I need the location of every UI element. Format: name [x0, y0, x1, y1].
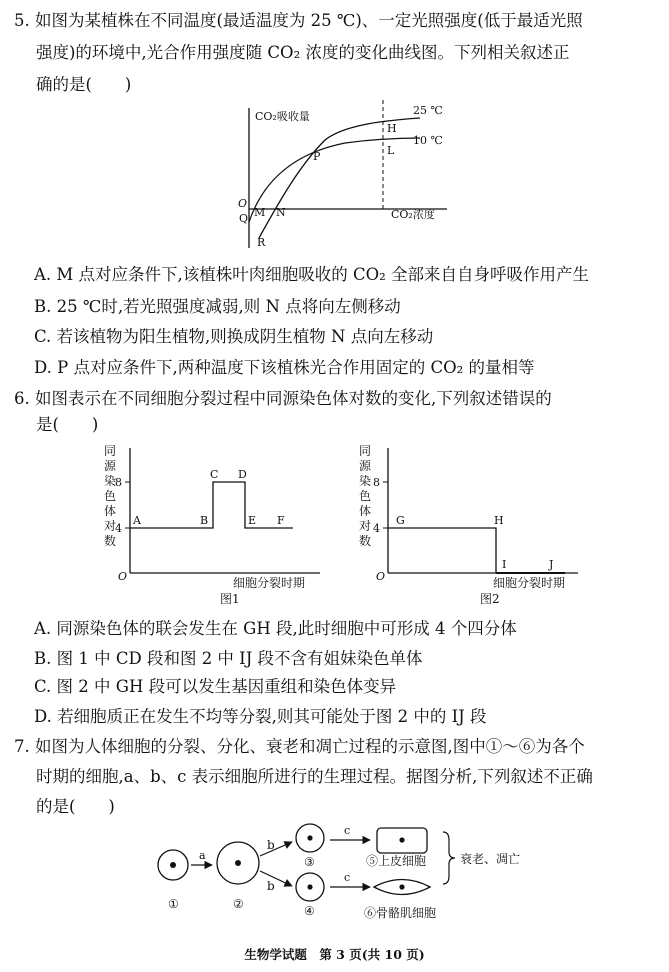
q7-brace [443, 832, 455, 884]
q6-fig1-point-a: A [133, 514, 141, 527]
q7-label-4: ④ [304, 904, 315, 918]
svg-text:同: 同 [104, 444, 117, 458]
q5-series-10: 10 ℃ [413, 134, 443, 147]
svg-text:数: 数 [359, 534, 372, 548]
q6-fig1-point-b: B [200, 514, 209, 527]
q5-point-n: N [276, 206, 286, 219]
q6-fig1-point-d: D [238, 468, 247, 481]
q7-process-b-lower: b [267, 879, 275, 893]
q7-label-5: ⑤上皮细胞 [366, 854, 427, 868]
q6-fig2-point-j: J [549, 558, 554, 571]
svg-text:体: 体 [104, 504, 117, 518]
svg-text:染: 染 [104, 474, 117, 488]
q6-fig1-origin: O [118, 570, 128, 583]
q6-fig1-xlabel: 细胞分裂时期 [233, 576, 306, 590]
q7-fate: 衰老、凋亡 [460, 852, 521, 866]
q5-option-a: A. M 点对应条件下,该植株叶肉细胞吸收的 CO₂ 全部来自自身呼吸作用产生 [34, 265, 590, 284]
q6-figure-1 [95, 440, 345, 615]
svg-text:同: 同 [359, 444, 372, 458]
q6-fig1-caption: 图1 [220, 592, 240, 606]
q5-point-m: M [254, 206, 266, 219]
q5-stem-line3: 确的是( ) [36, 75, 132, 94]
q6-fig2-ylabel [359, 444, 372, 548]
q6-fig1-tick-4: 4 [115, 522, 122, 535]
q7-figure [140, 820, 560, 935]
q5-option-d: D. P 点对应条件下,两种温度下该植株光合作用固定的 CO₂ 的量相等 [34, 358, 535, 377]
q7-label-3: ③ [304, 855, 315, 869]
q5-point-h: H [387, 122, 397, 135]
q5-series-25: 25 ℃ [413, 104, 443, 117]
q6-stem-line1: 6. 如图表示在不同细胞分裂过程中同源染色体对数的变化,下列叙述错误的 [14, 389, 552, 408]
q5-option-c: C. 若该植物为阳生植物,则换成阴生植物 N 点向左移动 [34, 327, 434, 346]
q6-fig2-tick-8: 8 [373, 476, 380, 489]
q6-fig1-point-c: C [210, 468, 219, 481]
svg-text:染: 染 [359, 474, 372, 488]
q5-point-r: R [257, 236, 266, 249]
q7-process-c-lower: c [344, 871, 351, 884]
svg-text:源: 源 [359, 459, 372, 473]
svg-text:色: 色 [359, 489, 372, 503]
q5-point-p: P [313, 150, 321, 163]
q5-figure [225, 100, 465, 255]
svg-text:数: 数 [104, 534, 117, 548]
q6-fig2-caption: 图2 [480, 592, 500, 606]
q7-label-6: ⑥骨骼肌细胞 [364, 906, 437, 920]
q5-option-b: B. 25 ℃时,若光照强度减弱,则 N 点将向左侧移动 [34, 297, 401, 316]
q7-stem-line1: 7. 如图为人体细胞的分裂、分化、衰老和凋亡过程的示意图,图中①～⑥为各个 [14, 737, 585, 756]
q5-origin: O [238, 197, 248, 210]
q7-stem-line3: 的是( ) [36, 797, 115, 816]
q7-label-1: ① [168, 897, 179, 911]
page-footer: 生物学试题 第 3 页(共 10 页) [244, 947, 425, 962]
q7-process-b-upper: b [267, 838, 275, 852]
q6-option-c: C. 图 2 中 GH 段可以发生基因重组和染色体变异 [34, 677, 397, 696]
q6-stem-line2: 是( ) [36, 415, 99, 434]
q7-stem-line2: 时期的细胞,a、b、c 表示细胞所进行的生理过程。据图分析,下列叙述不正确 [36, 767, 593, 786]
q7-process-c-upper: c [344, 824, 351, 837]
q6-fig2-tick-4: 4 [373, 522, 380, 535]
q5-stem-line1: 5. 如图为某植株在不同温度(最适温度为 25 ℃)、一定光照强度(低于最适光照 [14, 11, 583, 30]
q7-process-a: a [199, 849, 206, 862]
svg-text:色: 色 [104, 489, 117, 503]
q6-fig1-point-f: F [277, 514, 285, 527]
svg-text:体: 体 [359, 504, 372, 518]
q6-fig2-point-i: I [502, 558, 507, 571]
q5-ylabel: CO₂吸收量 [255, 110, 310, 123]
q5-xlabel: CO₂浓度 [391, 208, 435, 221]
q6-fig2-point-g: G [396, 514, 405, 527]
q6-fig1-point-e: E [248, 514, 257, 527]
q6-fig2-xlabel: 细胞分裂时期 [493, 576, 566, 590]
q6-option-a: A. 同源染色体的联会发生在 GH 段,此时细胞中可形成 4 个四分体 [34, 619, 517, 638]
svg-text:源: 源 [104, 459, 117, 473]
q6-fig1-tick-8: 8 [115, 476, 122, 489]
svg-text:对: 对 [359, 519, 372, 533]
q6-figure-2 [350, 440, 600, 615]
q5-point-l: L [387, 144, 395, 157]
q5-point-q: Q [239, 212, 249, 225]
q6-fig2-origin: O [376, 570, 386, 583]
q5-stem-line2: 强度)的环境中,光合作用强度随 CO₂ 浓度的变化曲线图。下列相关叙述正 [36, 43, 570, 62]
q7-label-2: ② [233, 897, 244, 911]
q6-fig2-point-h: H [494, 514, 504, 527]
svg-text:对: 对 [104, 519, 117, 533]
q6-option-d: D. 若细胞质正在发生不均等分裂,则其可能处于图 2 中的 IJ 段 [34, 707, 487, 726]
q6-option-b: B. 图 1 中 CD 段和图 2 中 IJ 段不含有姐妹染色单体 [34, 649, 423, 668]
